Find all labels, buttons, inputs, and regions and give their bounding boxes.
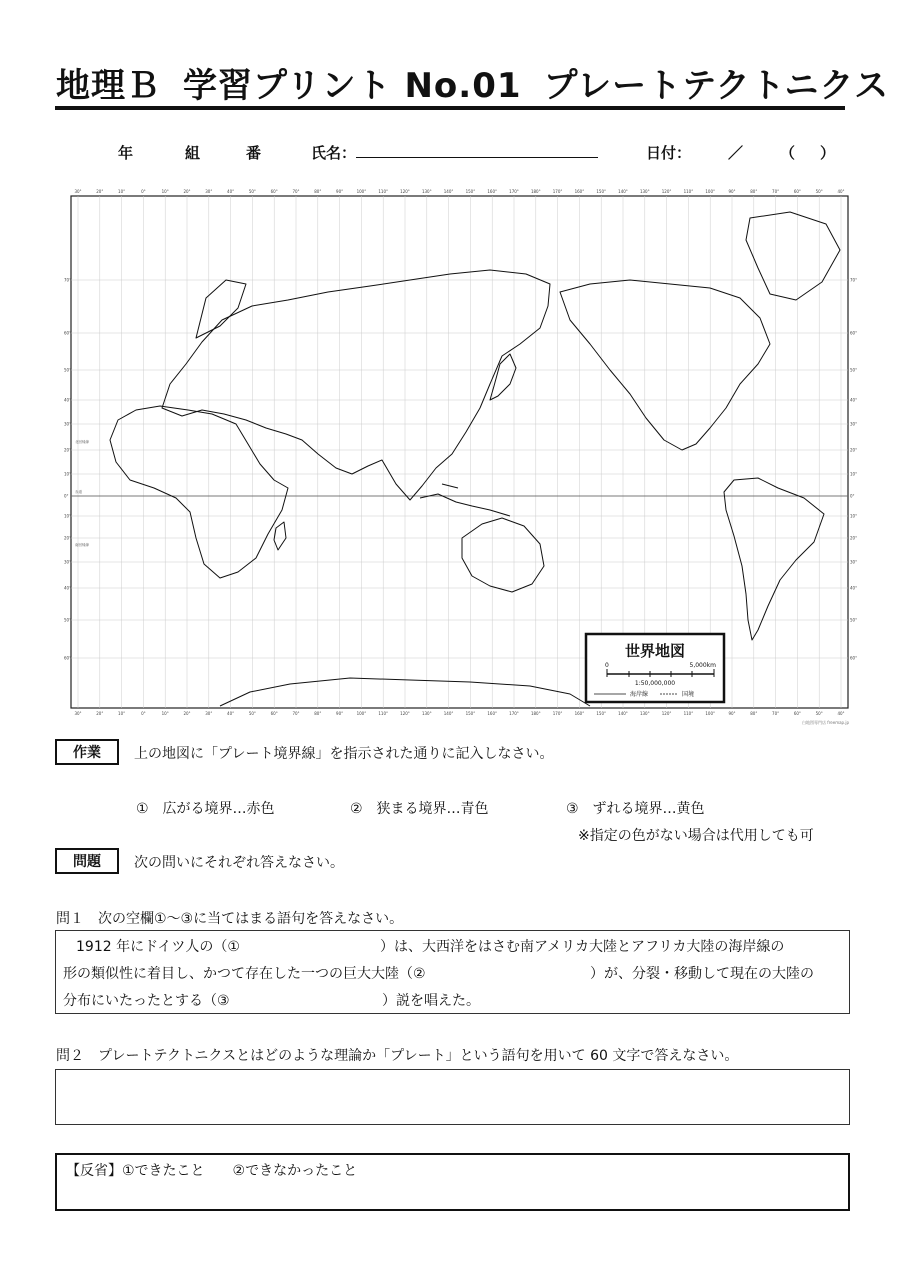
latitude-label: 30° <box>64 559 72 565</box>
longitude-label: 150° <box>465 711 476 716</box>
tropic-cancer-label: 北回帰線 <box>75 440 89 444</box>
longitude-label: 10° <box>161 711 169 716</box>
date-paren-close: ） <box>820 144 836 162</box>
longitude-label: 80° <box>750 189 758 194</box>
q2-prompt: 問２ プレートテクトニクスとはどのような理論か「プレート」という語句を用いて 60 文字で答えなさい。 <box>56 1048 739 1064</box>
title-rule <box>55 106 845 110</box>
longitude-label: 70° <box>772 189 780 194</box>
longitude-label: 30° <box>74 711 82 716</box>
class-label: 組 <box>185 144 201 162</box>
longitude-label: 110° <box>683 711 694 716</box>
longitude-label: 30° <box>205 711 213 716</box>
latitude-label: 10° <box>64 471 72 477</box>
longitude-label: 140° <box>618 189 628 194</box>
longitude-label: 180° <box>530 711 541 716</box>
longitude-label: 50° <box>815 189 823 194</box>
task-item-transform: ③ ずれる境界…黄色 <box>566 801 705 817</box>
world-map[interactable] <box>64 188 858 728</box>
latitude-label: 20° <box>64 447 72 453</box>
task-instruction: 上の地図に「プレート境界線」を指示された通りに記入しなさい。 <box>134 746 554 762</box>
latitude-label: 30° <box>850 421 858 427</box>
latitude-label: 10° <box>850 471 858 477</box>
blank-2[interactable] <box>478 963 586 981</box>
longitude-label: 130° <box>421 189 432 194</box>
latitude-label: 60° <box>64 655 72 661</box>
legend-border: 国境 <box>682 691 695 698</box>
longitude-label: 170° <box>509 189 519 194</box>
longitude-label: 150° <box>465 189 476 194</box>
page-title <box>56 58 911 107</box>
longitude-label: 30° <box>205 189 213 194</box>
longitude-label: 100° <box>705 189 716 194</box>
longitude-label: 110° <box>683 189 694 194</box>
q1-line2-a: 形の類似性に着目し、かつて存在した一つの巨大大陸（② <box>63 966 426 982</box>
q2-answer-box[interactable] <box>55 1069 850 1125</box>
longitude-label: 150° <box>596 189 607 194</box>
longitude-label: 160° <box>487 189 498 194</box>
longitude-label: 110° <box>378 711 389 716</box>
task-item-spreading: ① 広がる境界…赤色 <box>136 801 275 817</box>
name-label: 氏名： <box>311 144 357 162</box>
longitude-label: 10° <box>118 189 126 194</box>
longitude-label: 90° <box>728 189 736 194</box>
longitude-label: 80° <box>314 189 322 194</box>
latitude-label: 40° <box>64 585 72 591</box>
latitude-label: 60° <box>64 330 72 336</box>
longitude-label: 160° <box>574 711 585 716</box>
longitude-label: 60° <box>793 189 801 194</box>
number-label: 番 <box>246 144 262 162</box>
date-slash: ／ <box>728 144 744 162</box>
longitude-label: 130° <box>639 189 650 194</box>
longitude-label: 170° <box>552 711 563 716</box>
longitude-label: 80° <box>314 711 322 716</box>
year-label: 年 <box>118 144 134 162</box>
longitude-label: 40° <box>837 189 845 194</box>
longitude-label: 70° <box>292 189 300 194</box>
longitude-label: 0° <box>141 189 146 194</box>
longitude-label: 0° <box>141 711 146 716</box>
longitude-label: 170° <box>509 711 519 716</box>
longitude-label: 120° <box>400 711 410 716</box>
q1-line3-b: ）説を唱えた。 <box>382 993 480 1009</box>
longitude-label: 90° <box>336 711 344 716</box>
latitude-label: 60° <box>850 655 858 661</box>
legend-coastline: 海岸線 <box>630 691 649 698</box>
latitude-label: 40° <box>850 585 858 591</box>
tropic-capricorn-label: 南回帰線 <box>75 543 89 547</box>
longitude-label: 40° <box>837 711 845 716</box>
scale-ratio: 1:50,000,000 <box>634 680 676 687</box>
problem-tag: 問題 <box>55 848 119 874</box>
latitude-label: 20° <box>850 535 858 541</box>
longitude-label: 100° <box>356 711 367 716</box>
longitude-label: 50° <box>248 711 256 716</box>
longitude-label: 40° <box>227 189 235 194</box>
latitude-label: 0° <box>850 493 855 499</box>
task-item-converging: ② 狭まる境界…青色 <box>350 801 489 817</box>
map-credit: 白地図専門店 freemap.jp <box>802 720 849 725</box>
latitude-label: 30° <box>850 559 858 565</box>
longitude-label: 20° <box>96 711 104 716</box>
latitude-label: 70° <box>850 277 858 283</box>
longitude-label: 120° <box>661 711 672 716</box>
longitude-label: 60° <box>270 711 278 716</box>
task-tag: 作業 <box>55 739 119 765</box>
longitude-label: 120° <box>661 189 672 194</box>
longitude-label: 140° <box>443 189 454 194</box>
longitude-label: 10° <box>161 189 169 194</box>
date-paren-open: （ <box>780 144 796 162</box>
name-field[interactable] <box>356 157 598 158</box>
longitude-label: 130° <box>421 711 432 716</box>
longitude-label: 70° <box>292 711 300 716</box>
print-title: 学習プリント No.01 <box>183 66 522 106</box>
q1-line1-a: 1912 年にドイツ人の（① <box>76 939 240 955</box>
q1-line3-a: 分布にいたったとする（③ <box>63 993 230 1009</box>
scale-start: 0 <box>605 662 609 669</box>
longitude-label: 70° <box>772 711 780 716</box>
equator-label: 赤道 <box>75 490 82 494</box>
longitude-label: 110° <box>378 189 389 194</box>
longitude-label: 50° <box>248 189 256 194</box>
longitude-label: 180° <box>530 189 541 194</box>
latitude-label: 10° <box>64 513 72 519</box>
longitude-label: 160° <box>574 189 585 194</box>
longitude-label: 100° <box>356 189 367 194</box>
q1-line1-b: ）は、大西洋をはさむ南アメリカ大陸とアフリカ大陸の海岸線の <box>380 939 785 955</box>
longitude-label: 90° <box>728 711 736 716</box>
longitude-label: 140° <box>443 711 454 716</box>
longitude-label: 90° <box>336 189 344 194</box>
latitude-label: 50° <box>850 367 858 373</box>
longitude-label: 130° <box>639 711 650 716</box>
longitude-label: 150° <box>596 711 607 716</box>
blank-1[interactable] <box>268 936 378 954</box>
longitude-label: 20° <box>96 189 104 194</box>
longitude-label: 100° <box>705 711 716 716</box>
longitude-label: 60° <box>793 711 801 716</box>
latitude-label: 50° <box>850 617 858 623</box>
topic: プレートテクトニクス <box>543 66 890 106</box>
longitude-label: 60° <box>270 189 278 194</box>
longitude-label: 10° <box>118 711 126 716</box>
longitude-label: 40° <box>227 711 235 716</box>
longitude-label: 50° <box>815 711 823 716</box>
latitude-label: 70° <box>64 277 72 283</box>
latitude-label: 40° <box>850 397 858 403</box>
task-note: ※指定の色がない場合は代用しても可 <box>578 828 814 844</box>
longitude-label: 170° <box>552 189 563 194</box>
date-label: 日付： <box>646 144 692 162</box>
longitude-label: 20° <box>183 189 191 194</box>
blank-3[interactable] <box>256 990 380 1008</box>
longitude-label: 20° <box>183 711 191 716</box>
latitude-label: 50° <box>64 617 72 623</box>
latitude-label: 0° <box>64 493 69 499</box>
longitude-label: 30° <box>74 189 82 194</box>
latitude-label: 50° <box>64 367 72 373</box>
map-title: 世界地図 <box>624 642 686 660</box>
latitude-label: 20° <box>64 535 72 541</box>
latitude-label: 60° <box>850 330 858 336</box>
reflection-label: 【反省】①できたこと ②できなかったこと <box>66 1163 358 1179</box>
longitude-label: 140° <box>618 711 628 716</box>
problem-instruction: 次の問いにそれぞれ答えなさい。 <box>134 855 344 871</box>
latitude-label: 10° <box>850 513 858 519</box>
longitude-label: 120° <box>400 189 410 194</box>
latitude-label: 20° <box>850 447 858 453</box>
latitude-label: 30° <box>64 421 72 427</box>
q1-prompt: 問１ 次の空欄①～③に当てはまる語句を答えなさい。 <box>56 911 404 927</box>
scale-end: 5,000km <box>689 662 716 669</box>
latitude-label: 40° <box>64 397 72 403</box>
q1-line2-b: ）が、分裂・移動して現在の大陸の <box>590 966 814 982</box>
longitude-label: 80° <box>750 711 758 716</box>
longitude-label: 160° <box>487 711 498 716</box>
subject: 地理Ｂ <box>56 66 161 106</box>
